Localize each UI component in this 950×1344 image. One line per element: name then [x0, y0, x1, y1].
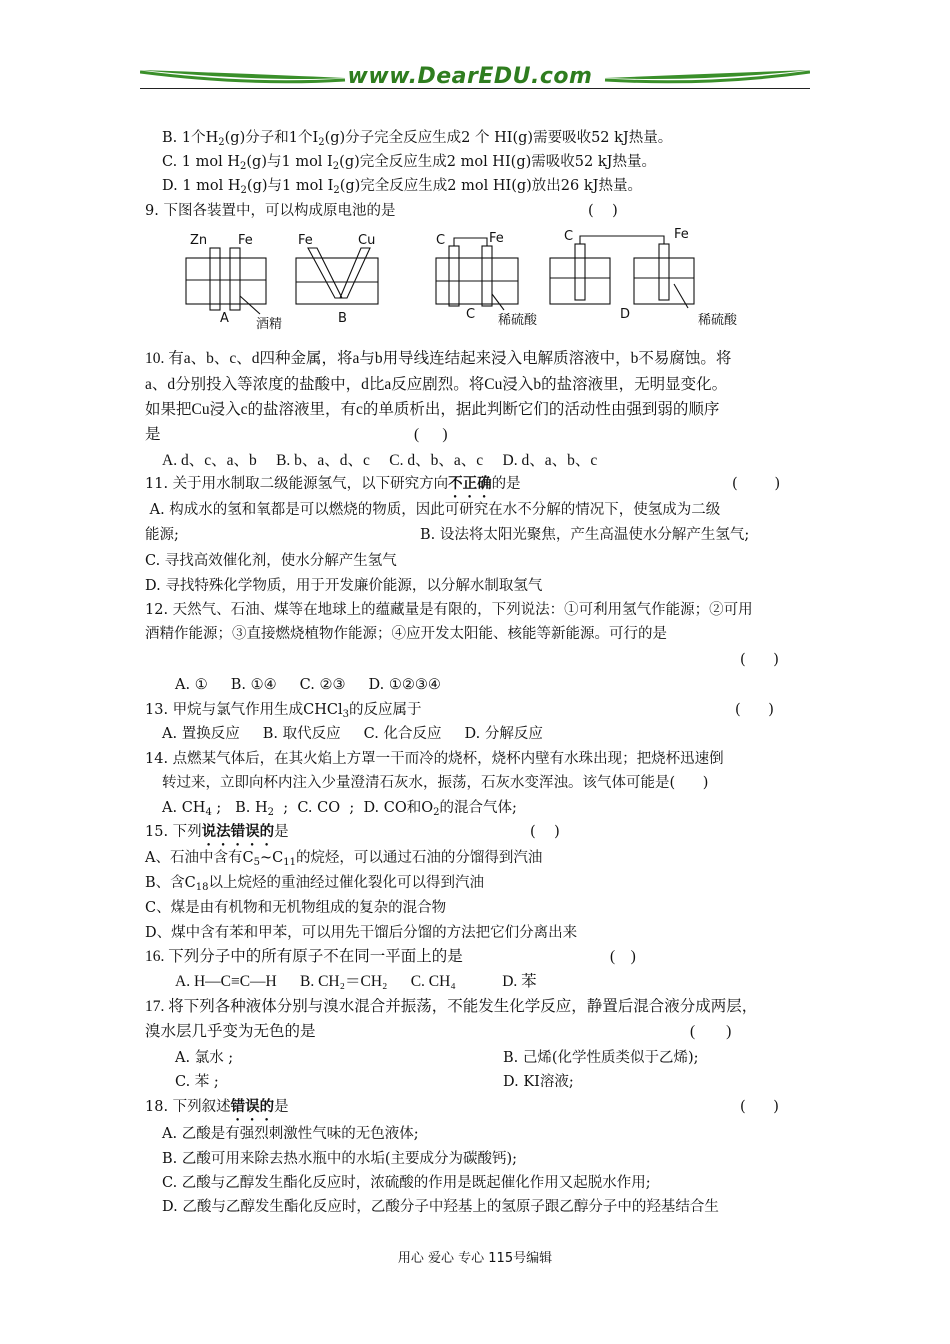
q14-line-2: 转过来，立即向杯内注入少量澄清石灰水，振荡，石灰水变浑浊。该气体可能是( )	[162, 775, 709, 791]
beaker-a	[186, 258, 266, 304]
q16-options: A. H—C≡C—H B. CH₂＝CH₂ C. CH₄ D. 苯	[175, 973, 537, 990]
page-header	[140, 60, 810, 96]
q12-options: A. ① B. ①④ C. ②③ D. ①②③④	[175, 677, 441, 693]
q11-answer-blank: ( )	[732, 476, 781, 492]
electrode-zn	[210, 248, 220, 310]
page-footer: 用心 爱心 专心 115号编辑	[397, 1251, 553, 1266]
q14-line-1: 14. 点燃某气体后，在其火焰上方罩一干而冷的烧杯，烧杯内壁有水珠出现；把烧杯迅速倒	[145, 751, 724, 767]
electrode-fe-b	[308, 248, 342, 298]
label-sulfuric-d: 稀硫酸	[698, 313, 738, 328]
q9-stem: 9. 下图各装置中，可以构成原电池的是	[145, 203, 396, 219]
q9-answer-blank: ( )	[588, 203, 618, 219]
q18-answer-blank: ( )	[740, 1099, 779, 1115]
q10-answer-blank: ( )	[414, 426, 448, 443]
q17-option-c: C. 苯 ;	[175, 1074, 219, 1090]
electrode-fe-c	[482, 246, 492, 306]
electrode-cu	[340, 248, 370, 298]
q17-line-2: 溴水层几乎变为无色的是	[145, 1023, 316, 1040]
q11-option-c: C. 寻找高效催化剂，使水分解产生氢气	[145, 553, 397, 569]
q18-option-b: B. 乙酸可用来除去热水瓶中的水垢(主要成分为碳酸钙);	[162, 1151, 518, 1167]
q17-option-a: A. 氯水 ;	[175, 1050, 234, 1066]
header-rule	[140, 88, 810, 89]
q15-option-d: D、煤中含有苯和甲苯，可以用先干馏后分馏的方法把它们分离出来	[145, 925, 578, 941]
beaker-d1	[550, 258, 610, 304]
q18-option-a: A. 乙酸是有强烈刺激性气味的无色液体;	[162, 1126, 419, 1142]
q10-line-1: 10. 有a、b、c、d四种金属，将a与b用导线连结起来浸入电解质溶液中，b不易腐蚀。将	[145, 350, 732, 367]
q15-option-c: C、煤是由有机物和无机物组成的复杂的混合物	[145, 900, 447, 916]
q10-options: A. d、c、a、b B. b、a、d、c C. d、b、a、c D. d、a、b、c	[162, 452, 598, 469]
q8-option-d: D. 1 mol $H_2(g)$与1 mol $I_2(g)$完全反应生成2 mol HI(g)放出26 kJ热量。	[162, 178, 642, 196]
q9-apparatus-figure	[180, 228, 780, 336]
q15-option-b: B、含$C_{18}$以上烷烃的重油经过催化裂化可以得到汽油	[145, 875, 484, 893]
q14-options: A. $CH_4$ ; B. $H_2$ ; C. CO ; D. CO和$O_2$的混合气体;	[162, 800, 517, 818]
q10-line-3: 如果把Cu浸入c的盐溶液里，有c的单质析出，据此判断它们的活动性由强到弱的顺序	[145, 401, 720, 418]
q13-options: A. 置换反应 B. 取代反应 C. 化合反应 D. 分解反应	[162, 726, 543, 742]
q18-option-c: C. 乙酸与乙醇发生酯化反应时，浓硫酸的作用是既起催化作用又起脱水作用;	[162, 1175, 651, 1191]
q10-line-4: 是	[145, 426, 161, 443]
q12-answer-blank: ( )	[740, 652, 779, 668]
beaker-b	[296, 258, 378, 304]
q8-option-b: B. 1个$H_2(g)$分子和1个$I_2(g)$分子完全反应生成2 个 HI(g)需要吸收52 kJ热量。	[162, 130, 673, 148]
label-c-c: C	[436, 233, 446, 248]
q15-option-a: A、石油中含有$C_5\sim C_{11}$的烷烃，可以通过石油的分馏得到汽油	[145, 850, 543, 868]
q16-stem: 16. 下列分子中的所有原子不在同一平面上的是	[145, 948, 463, 965]
label-cu: Cu	[358, 233, 376, 248]
q15-stem: 15. 下列说法错误的是	[145, 823, 289, 840]
q17-line-1: 17. 将下列各种液体分别与溴水混合并振荡，不能发生化学反应，静置后混合液分成两层，	[145, 998, 758, 1015]
q18-stem: 18. 下列叙述错误的是	[145, 1098, 289, 1115]
q12-line-2: 酒精作能源；③直接燃烧植物作能源；④应开发太阳能、核能等新能源。可行的是	[145, 626, 667, 642]
q11-option-b: B. 设法将太阳光聚焦，产生高温使水分解产生氢气;	[420, 527, 750, 543]
q8-option-c: C. 1 mol $H_2(g)$与1 mol $I_2(g)$完全反应生成2 mol HI(g)需吸收52 kJ热量。	[162, 154, 656, 172]
label-b: B	[338, 311, 347, 326]
q11-stem: 11. 关于用水制取二级能源氢气，以下研究方向不正确的是	[145, 475, 521, 492]
electrode-c-d	[575, 244, 585, 300]
q13-answer-blank: ( )	[735, 702, 774, 718]
electrode-fe-d	[659, 244, 669, 300]
electrode-c-c	[449, 246, 459, 306]
q11-option-a-1: A. 构成水的氢和氧都是可以燃烧的物质，因此可研究在水不分解的情况下，使氢成为二级	[145, 502, 721, 518]
beaker-d2	[634, 258, 694, 304]
site-logo[interactable]: www.DearEDU.com	[347, 64, 593, 89]
q17-option-d: D. KI溶液;	[503, 1074, 574, 1090]
label-a: A	[220, 311, 229, 326]
q17-answer-blank: ( )	[690, 1023, 732, 1040]
label-fe-c: Fe	[489, 231, 504, 246]
q18-option-d: D. 乙酸与乙醇发生酯化反应时，乙酸分子中羟基上的氢原子跟乙醇分子中的羟基结合生	[162, 1199, 719, 1215]
label-c: C	[466, 307, 476, 322]
q11-option-a-2: 能源;	[145, 527, 179, 543]
q13-stem: 13. 甲烷与氯气作用生成CHCl$_3$的反应属于	[145, 702, 422, 720]
electrode-fe-a	[230, 248, 240, 310]
label-sulfuric-c: 稀硫酸	[498, 313, 538, 328]
label-fe-d: Fe	[674, 228, 689, 242]
q11-option-d: D. 寻找特殊化学物质，用于开发廉价能源，以分解水制取氢气	[145, 578, 543, 594]
label-fe-a: Fe	[238, 233, 253, 248]
label-alcohol: 酒精	[256, 317, 283, 332]
label-c-d: C	[564, 229, 574, 244]
q10-line-2: a、d分别投入等浓度的盐酸中，d比a反应剧烈。将Cu浸入b的盐溶液里，无明显变化。	[145, 376, 728, 393]
q12-line-1: 12. 天然气、石油、煤等在地球上的蕴藏量是有限的，下列说法：①可利用氢气作能源；②可用	[145, 602, 753, 618]
q17-option-b: B. 己烯(化学性质类似于乙烯);	[503, 1050, 699, 1066]
label-fe-b: Fe	[298, 233, 313, 248]
q16-answer-blank: ( )	[610, 948, 636, 965]
label-d: D	[620, 307, 631, 322]
label-zn: Zn	[190, 233, 208, 248]
q15-answer-blank: ( )	[530, 824, 560, 840]
